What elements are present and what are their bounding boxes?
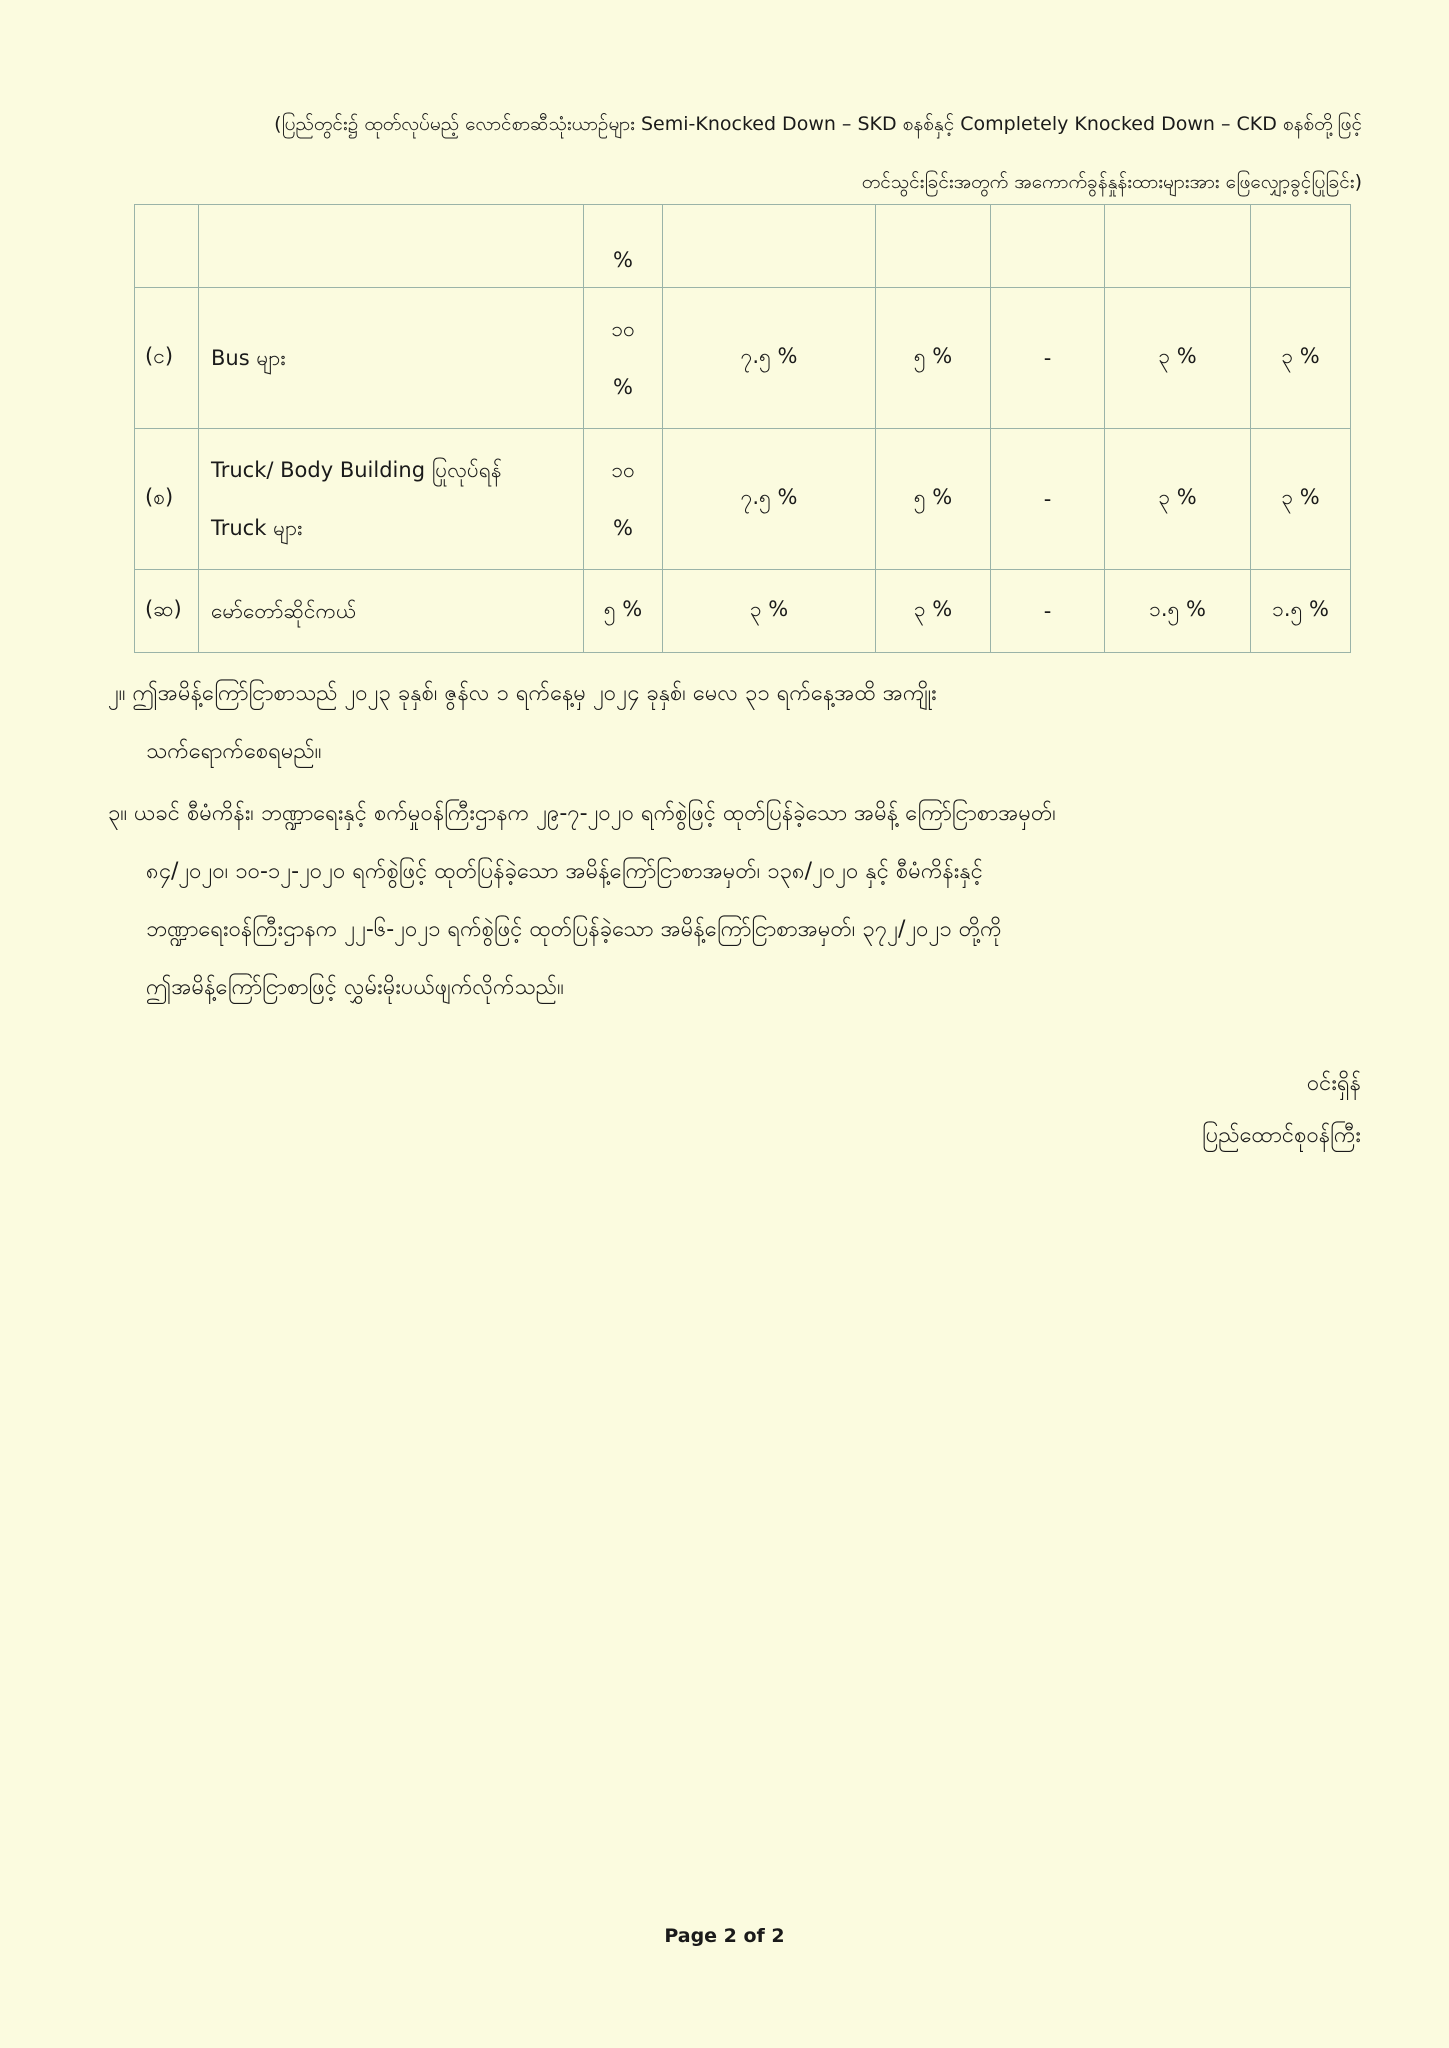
row-base-rate: ၅ % [584, 570, 663, 653]
rate-cell: - [991, 288, 1105, 429]
row-description [199, 429, 584, 570]
table-cell [199, 205, 584, 288]
row-description-line: Truck များ [211, 516, 303, 540]
row-index: (ဆ) [135, 570, 199, 653]
rate-cell: ၅ % [876, 429, 991, 570]
rate-value: ၁၀ [611, 458, 635, 482]
signatory-title: ပြည်ထောင်စုဝန်ကြီး [1202, 1123, 1361, 1148]
rate-cell: ၃ % [1105, 429, 1251, 570]
rate-cell: ၇.၅ % [663, 429, 876, 570]
row-description-line: Truck/ Body Building ပြုလုပ်ရန် [211, 458, 502, 482]
rate-unit: % [613, 516, 633, 540]
table-cell [991, 205, 1105, 288]
table-cell [1251, 205, 1351, 288]
rate-cell: ၃ % [1251, 429, 1351, 570]
paragraph-line: ၃။ ယခင် စီမံကိန်း၊ ဘဏ္ဍာရေးနှင့် စက်မှုဝန်ကြီးဌာနက ၂၉-၇-၂၀၂၀ ရက်စွဲဖြင့် ထုတ်ပြန်ခဲ့သော အမိန့် ကြော်ငြာစာအမှတ်၊ [108, 801, 1056, 826]
table-row [135, 570, 1351, 653]
tariff-table [134, 204, 1351, 653]
rate-value: ၁၀ [611, 317, 635, 341]
paragraph-line: သက်ရောက်စေရမည်။ [146, 739, 322, 764]
rate-cell: ၃ % [876, 570, 991, 653]
rate-cell: - [991, 429, 1105, 570]
row-index: (င) [135, 288, 199, 429]
row-description-line: Bus များ [211, 346, 286, 370]
table-header-row [135, 205, 1351, 288]
row-base-rate [584, 429, 663, 570]
rate-cell: ၇.၅ % [663, 288, 876, 429]
rate-cell: ၁.၅ % [1251, 570, 1351, 653]
table-cell [1105, 205, 1251, 288]
paragraph-line: ၂။ ဤအမိန့်ကြော်ငြာစာသည် ၂၀၂၃ ခုနှစ်၊ ဇွန်လ ၁ ရက်နေ့မှ ၂၀၂၄ ခုနှစ်၊ မေလ ၃၁ ရက်နေ့အထိ အကျိုး [108, 681, 937, 706]
rate-cell: ၃ % [1251, 288, 1351, 429]
paragraph-3 [108, 785, 1369, 1017]
header-line-2: တင်သွင်းခြင်းအတွက် အကောက်ခွန်နှုန်းထားများအား ဖြေလျှော့ခွင့်ပြုခြင်း) [861, 171, 1362, 193]
table-row [135, 429, 1351, 570]
rate-cell: - [991, 570, 1105, 653]
rate-header-cell: % [584, 205, 663, 288]
paragraph-2 [108, 665, 1369, 781]
row-index: (စ) [135, 429, 199, 570]
paragraph-line: ဤအမိန့်ကြော်ငြာစာဖြင့် လွှမ်းမိုးပယ်ဖျက်လိုက်သည်။ [146, 975, 564, 1000]
rate-unit: % [613, 375, 633, 399]
row-description [199, 288, 584, 429]
header-line-1: (ပြည်တွင်း၌ ထုတ်လုပ်မည့် လောင်စာဆီသုံးယာဉ်များ Semi-Knocked Down – SKD စနစ်နှင့် Completely Knocked Down – CKD စနစ်တို့ဖြင့် [274, 113, 1362, 135]
rate-cell: ၃ % [1105, 288, 1251, 429]
table-row [135, 288, 1351, 429]
signatory-name: ဝင်းရှိန် [1306, 1071, 1361, 1096]
row-base-rate [584, 288, 663, 429]
signature-block [1202, 1058, 1361, 1162]
rate-cell: ၃ % [663, 570, 876, 653]
table-cell [876, 205, 991, 288]
paragraph-line: ၈၄/၂၀၂၀၊ ၁၀-၁၂-၂၀၂၀ ရက်စွဲဖြင့် ထုတ်ပြန်ခဲ့သော အမိန့်ကြော်ငြာစာအမှတ်၊ ၁၃၈/၂၀၂၀ နှင့် စီမံကိန်းနှင့် [146, 859, 983, 884]
row-description: မော်တော်ဆိုင်ကယ် [199, 570, 584, 653]
table-cell [135, 205, 199, 288]
page-number: Page 2 of 2 [664, 1925, 785, 1947]
rate-cell: ၅ % [876, 288, 991, 429]
paragraph-line: ဘဏ္ဍာရေးဝန်ကြီးဌာနက ၂၂-၆-၂၀၂၁ ရက်စွဲဖြင့် ထုတ်ပြန်ခဲ့သော အမိန့်ကြော်ငြာစာအမှတ်၊ ၃၇၂/၂၀၂၁ တို့ကို [146, 917, 1002, 942]
rate-cell: ၁.၅ % [1105, 570, 1251, 653]
table-cell [663, 205, 876, 288]
